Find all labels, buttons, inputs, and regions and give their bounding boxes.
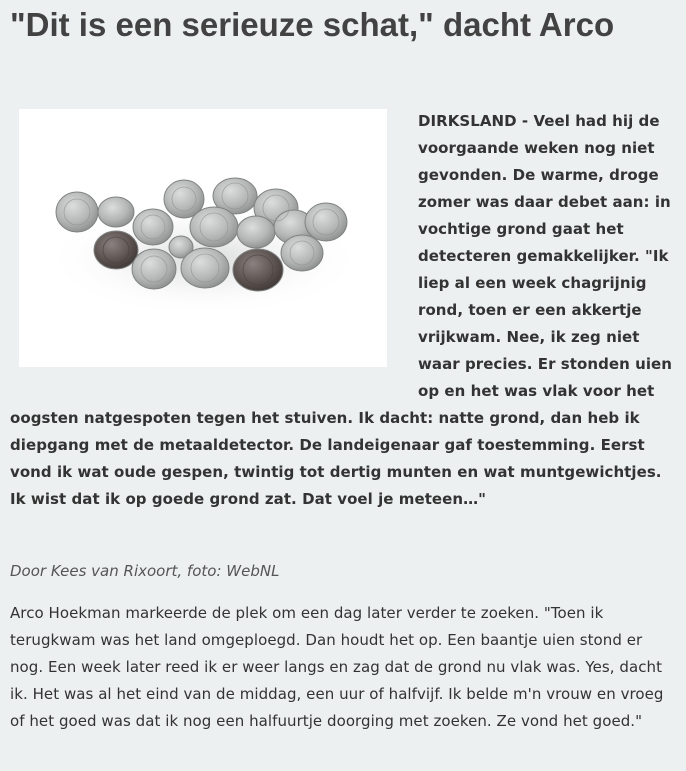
lead-text: DIRKSLAND - Veel had hij de voorgaande weken nog niet gevonden. De warme, droge zomer was daar debet aan: in vochtige grond gaat het detecteren gemakkelijker. "Ik liep al een week chagrijnig rond, toen er een akkertje vrijkwam. Nee, ik zeg niet waar precies. Er stonden uien op en het was vlak voor het oogsten natgespoten tegen het stuiven. Ik dacht: natte grond, dan heb ik diepgang met de metaaldetector. De landeigenaar gaf toestemming. Eerst vond ik wat oude gespen, twintig tot dertig munten en wat muntgewichtjes. Ik wist dat ik op goede grond zat. Dat voel je meteen…": [10, 112, 672, 508]
article-body: Arco Hoekman markeerde de plek om een dag later verder te zoeken. "Toen ik terugkwam was het land omgeploegd. Dan houdt het op. Een baantje uien stond er nog. Een week later reed ik er weer langs en zag dat de grond nu vlak was. Yes, dacht ik. Het was al het eind van de middag, een uur of halfvijf. Ik belde m'n vrouw en vroeg of het goed was dat ik nog een halfuurtje doorging met zoeken. Ze vond het goed.": [10, 604, 664, 730]
article-headline: "Dit is een serieuze schat," dacht Arco: [10, 6, 615, 43]
coins-photo: [19, 109, 387, 367]
article-byline: Door Kees van Rixoort, foto: WebNL: [10, 562, 280, 580]
